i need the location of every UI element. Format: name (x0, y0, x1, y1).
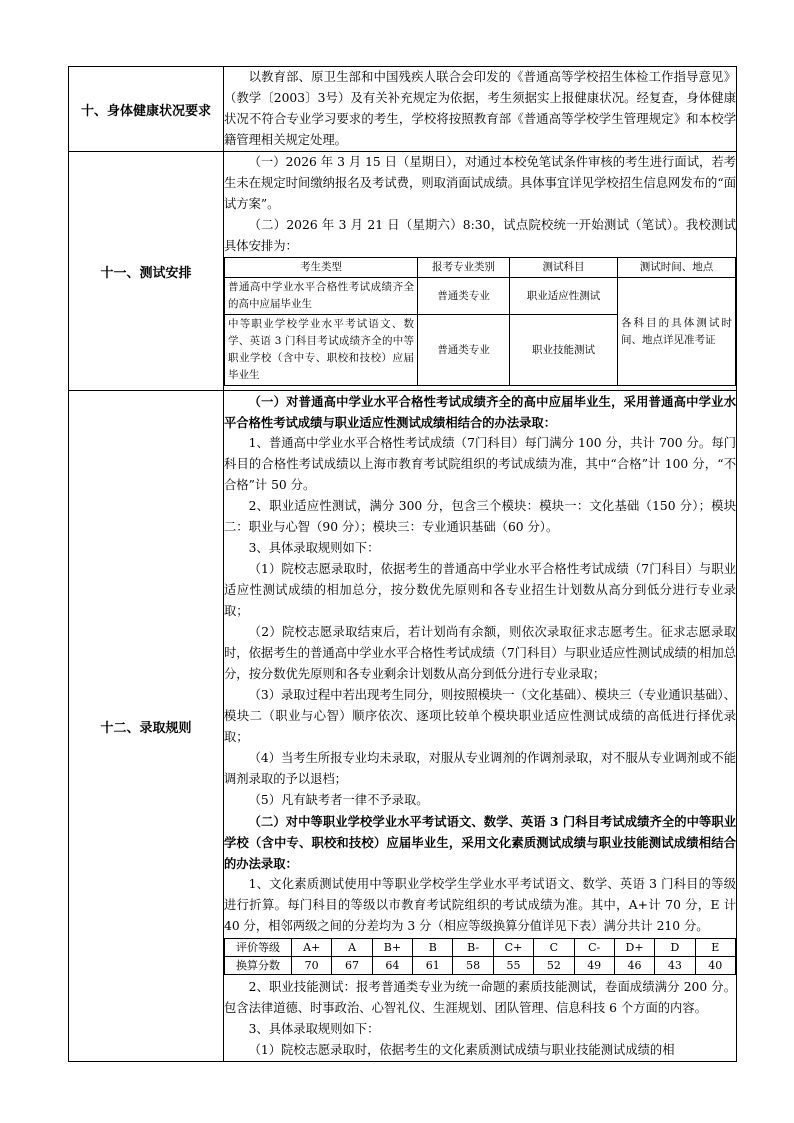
schedule-header-cell: 考生类型 (225, 258, 418, 278)
grade-cell: A+ (292, 939, 332, 957)
score-header: 换算分数 (225, 957, 292, 975)
grade-header: 评价等级 (225, 939, 292, 957)
row-test (69, 152, 737, 391)
grade-cell: C+ (493, 939, 533, 957)
row-label-test: 十一、测试安排 (69, 152, 224, 391)
admission-s2-paragraph-2: 2、职业技能测试：报考普通类专业为统一命题的素质技能测试，卷面成绩满分 200 分。包含法律道德、时事政治、心智礼仪、生涯规划、团队管理、信息科技 6 个方面的内容。 (224, 980, 736, 1015)
health-paragraph: 以教育部、原卫生部和中国残疾人联合会印发的《普通高等学校招生体检工作指导意见》（教学〔2003〕3号）及有关补充规定为依据，考生须据实上报健康状况。经复查，身体健康状况不符合专业学习要求的考生，学校将按照教育部《普通高等学校学生管理规定》和本校学籍管理相关规定处理。 (224, 70, 736, 147)
schedule-major-category: 普通类专业 (418, 278, 510, 315)
score-cell: 40 (695, 957, 735, 975)
grade-cell: D+ (614, 939, 654, 957)
schedule-candidate-type: 中等职业学校学业水平考试语文、数学、英语 3 门科目考试成绩齐全的中等职业学校（含中专、职校和技校）应届毕业生 (225, 315, 418, 386)
row-content-admission (224, 391, 737, 1062)
schedule-header-cell: 报考专业类别 (418, 258, 510, 278)
admission-s1-rule-5: （5）凡有缺考者一律不予录取。 (248, 793, 429, 807)
row-content-health (224, 67, 737, 152)
grade-cell: B+ (372, 939, 412, 957)
score-cell: 55 (493, 957, 533, 975)
test-paragraph-2: （二）2026 年 3 月 21 日（星期六）8:30，试点院校统一开始测试（笔试）。我校测试具体安排为： (224, 218, 736, 253)
schedule-test-subject: 职业适应性测试 (510, 278, 618, 315)
admission-s1-rule-3: （3）录取过程中若出现考生同分，则按照模块一（文化基础）、模块三（专业通识基础）、模块二（职业与心智）顺序依次、逐项比较单个模块职业适应性测试成绩的高低进行择优录取； (224, 688, 736, 744)
grade-cell: C (534, 939, 574, 957)
score-cell: 67 (332, 957, 372, 975)
grade-cell: B- (453, 939, 493, 957)
grade-cell: D (655, 939, 695, 957)
grade-conversion-table (224, 938, 736, 975)
test-paragraph-1: （一）2026 年 3 月 15 日（星期日），对通过本校免笔试条件审核的考生进行面试，若考生未在规定时间缴纳报名及考试费，则取消面试成绩。具体事宜详见学校招生信息网发布的“面试方案”。 (224, 155, 736, 211)
admission-section-1-title: （一）对普通高中学业水平合格性考试成绩齐全的高中应届毕业生，采用普通高中学业水平合格性考试成绩与职业适应性测试成绩相结合的办法录取： (224, 394, 736, 430)
admission-s2-paragraph-3: 3、具体录取规则如下： (248, 1022, 380, 1036)
score-cell: 43 (655, 957, 695, 975)
grade-cell: B (413, 939, 453, 957)
row-label-health: 十、身体健康状况要求 (69, 67, 224, 152)
schedule-time-place: 各科目的具体测试时间、地点详见准考证 (618, 278, 736, 386)
admission-s2-paragraph-1: 1、文化素质测试使用中等职业学校学生学业水平考试语文、数学、英语 3 门科目的等级进行折算。每门科目的等级以市教育考试院组织的考试成绩为准。其中，A+计 70 分，E 计 40 分，相邻两级之间的分差均为 3 分（相应等级换算分值详见下表）满分共计 210 分。 (224, 877, 736, 933)
schedule-header-cell: 测试时间、地点 (618, 258, 736, 278)
score-cell: 64 (372, 957, 412, 975)
row-content-test (224, 152, 737, 391)
row-label-admission: 十二、录取规则 (69, 391, 224, 1062)
score-row (225, 957, 736, 975)
score-cell: 70 (292, 957, 332, 975)
row-health (69, 67, 737, 152)
score-cell: 46 (614, 957, 654, 975)
schedule-row (225, 278, 736, 315)
score-cell: 58 (453, 957, 493, 975)
grade-cell: E (695, 939, 735, 957)
row-admission (69, 391, 737, 1062)
admission-s1-rule-4: （4）当考生所报专业均未录取，对服从专业调剂的作调剂录取，对不服从专业调剂或不能调剂录取的予以退档； (224, 751, 736, 786)
schedule-candidate-type: 普通高中学业水平合格性考试成绩齐全的高中应届毕业生 (225, 278, 418, 315)
grade-cell: A (332, 939, 372, 957)
admission-s2-rule-1: （1）院校志愿录取时，依据考生的文化素质测试成绩与职业技能测试成绩的相 (248, 1043, 675, 1057)
grade-row (225, 939, 736, 957)
admission-s1-paragraph-1: 1、普通高中学业水平合格性考试成绩（7门科目）每门满分 100 分，共计 700 分。每门科目的合格性考试成绩以上海市教育考试院组织的考试成绩为准，其中“合格”计 100 分，“不合格”计 50 分。 (224, 436, 736, 492)
admission-s1-paragraph-2: 2、职业适应性测试，满分 300 分，包含三个模块：模块一：文化基础（150 分）；模块二：职业与心智（90 分）；模块三：专业通识基础（60 分）。 (224, 499, 736, 534)
admission-s1-rule-1: （1）院校志愿录取时，依据考生的普通高中学业水平合格性考试成绩（7门科目）与职业适应性测试成绩的相加总分，按分数优先原则和各专业招生计划数从高分到低分进行专业录取； (224, 562, 736, 618)
score-cell: 52 (534, 957, 574, 975)
score-cell: 61 (413, 957, 453, 975)
page (68, 66, 736, 1062)
admission-s1-rule-2: （2）院校志愿录取结束后，若计划尚有余额，则依次录取征求志愿考生。征求志愿录取时，依据考生的普通高中学业水平合格性考试成绩（7门科目）与职业适应性测试成绩的相加总分，按分数优先原则和各专业剩余计划数从高分到低分进行专业录取； (224, 625, 736, 681)
grade-cell: C- (574, 939, 614, 957)
schedule-major-category: 普通类专业 (418, 315, 510, 386)
score-cell: 49 (574, 957, 614, 975)
schedule-header-row (225, 258, 736, 278)
schedule-header-cell: 测试科目 (510, 258, 618, 278)
admission-rules-table (68, 66, 737, 1062)
schedule-test-subject: 职业技能测试 (510, 315, 618, 386)
admission-section-2-title: （二）对中等职业学校学业水平考试语文、数学、英语 3 门科目考试成绩齐全的中等职业学校（含中专、职校和技校）应届毕业生，采用文化素质测试成绩与职业技能测试成绩相结合的办法录取： (224, 814, 736, 871)
test-schedule-table (224, 257, 736, 386)
admission-s1-paragraph-3: 3、具体录取规则如下： (248, 541, 380, 555)
